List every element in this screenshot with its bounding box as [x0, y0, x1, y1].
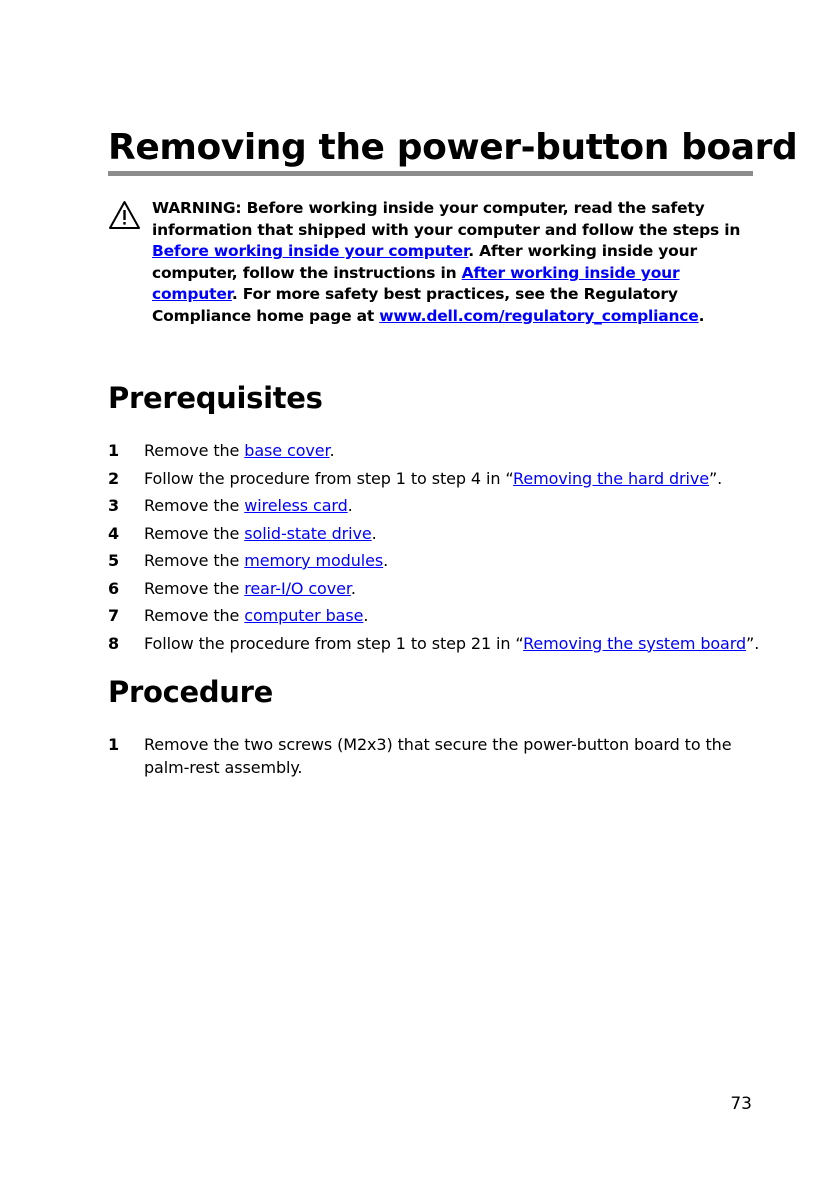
prerequisite-step	[108, 495, 758, 523]
prerequisite-step	[108, 550, 758, 578]
step-text: Follow the procedure from step 1 to step 4 in “	[144, 468, 514, 488]
step-text: Remove the	[144, 551, 245, 570]
page-title: Removing the power-button board	[108, 127, 798, 168]
removing-hard-drive-link[interactable]: Removing the hard drive	[513, 468, 709, 488]
step-punctuation: .	[383, 551, 389, 570]
before-working-link[interactable]: Before working inside your computer	[152, 242, 469, 261]
prerequisites-list	[108, 440, 758, 660]
title-rule	[108, 171, 753, 176]
warning-note	[108, 198, 753, 328]
removing-system-board-link[interactable]: Removing the system board	[523, 633, 747, 653]
step-number: 1	[108, 441, 120, 460]
step-number: 8	[108, 633, 120, 653]
step-punctuation: .	[350, 578, 356, 598]
step-punctuation: ”.	[746, 633, 760, 653]
procedure-heading: Procedure	[108, 675, 274, 709]
page-number: 73	[730, 1094, 752, 1114]
step-number: 1	[108, 735, 120, 754]
step-punctuation: .	[347, 496, 353, 515]
step-text: Remove the	[144, 496, 245, 515]
prerequisites-heading: Prerequisites	[108, 381, 323, 415]
step-number: 2	[108, 468, 120, 488]
regulatory-compliance-link[interactable]: www.dell.com/regulatory_compliance	[379, 306, 699, 325]
step-number: 7	[108, 606, 120, 625]
prerequisite-step	[108, 633, 758, 661]
prerequisite-step	[108, 605, 758, 633]
procedure-step	[108, 733, 758, 779]
computer-base-link[interactable]: computer base	[244, 606, 364, 625]
step-text: Remove the	[144, 523, 245, 543]
warning-triangle-icon	[108, 200, 141, 230]
step-text: Remove the	[144, 441, 245, 460]
rear-io-cover-link[interactable]: rear-I/O cover	[244, 578, 351, 598]
warning-text-2: . After working inside your computer, follow the instructions in	[152, 242, 697, 282]
prerequisite-step	[108, 523, 758, 551]
procedure-list	[108, 733, 758, 779]
prerequisite-step	[108, 578, 758, 606]
step-number: 6	[108, 578, 120, 598]
after-working-link[interactable]: After working inside your computer	[152, 263, 680, 304]
prerequisite-step	[108, 440, 758, 468]
step-punctuation: .	[371, 523, 377, 543]
step-punctuation: .	[329, 441, 335, 460]
prerequisite-step	[108, 468, 758, 496]
warning-label: WARNING:	[152, 199, 242, 217]
step-number: 3	[108, 496, 120, 515]
warning-text	[152, 198, 753, 328]
wireless-card-link[interactable]: wireless card	[244, 496, 348, 515]
step-number: 5	[108, 551, 120, 570]
step-text: Follow the procedure from step 1 to step 21 in “	[144, 633, 524, 653]
base-cover-link[interactable]: base cover	[244, 441, 330, 460]
step-number: 4	[108, 523, 120, 543]
step-text: Remove the two screws (M2x3) that secure the power-button board to the palm-rest assembly.	[144, 735, 732, 777]
step-punctuation: .	[363, 606, 369, 625]
warning-text-3: . For more safety best practices, see the Regulatory Compliance home page at	[152, 285, 678, 325]
memory-modules-link[interactable]: memory modules	[244, 551, 384, 570]
warning-text-4: .	[698, 306, 705, 325]
step-text: Remove the	[144, 606, 245, 625]
step-punctuation: ”.	[708, 468, 723, 488]
solid-state-drive-link[interactable]: solid-state drive	[244, 523, 372, 543]
warning-text-1: Before working inside your computer, read the safety information that shipped with your computer and follow the steps in	[152, 199, 741, 239]
step-text: Remove the	[144, 578, 245, 598]
